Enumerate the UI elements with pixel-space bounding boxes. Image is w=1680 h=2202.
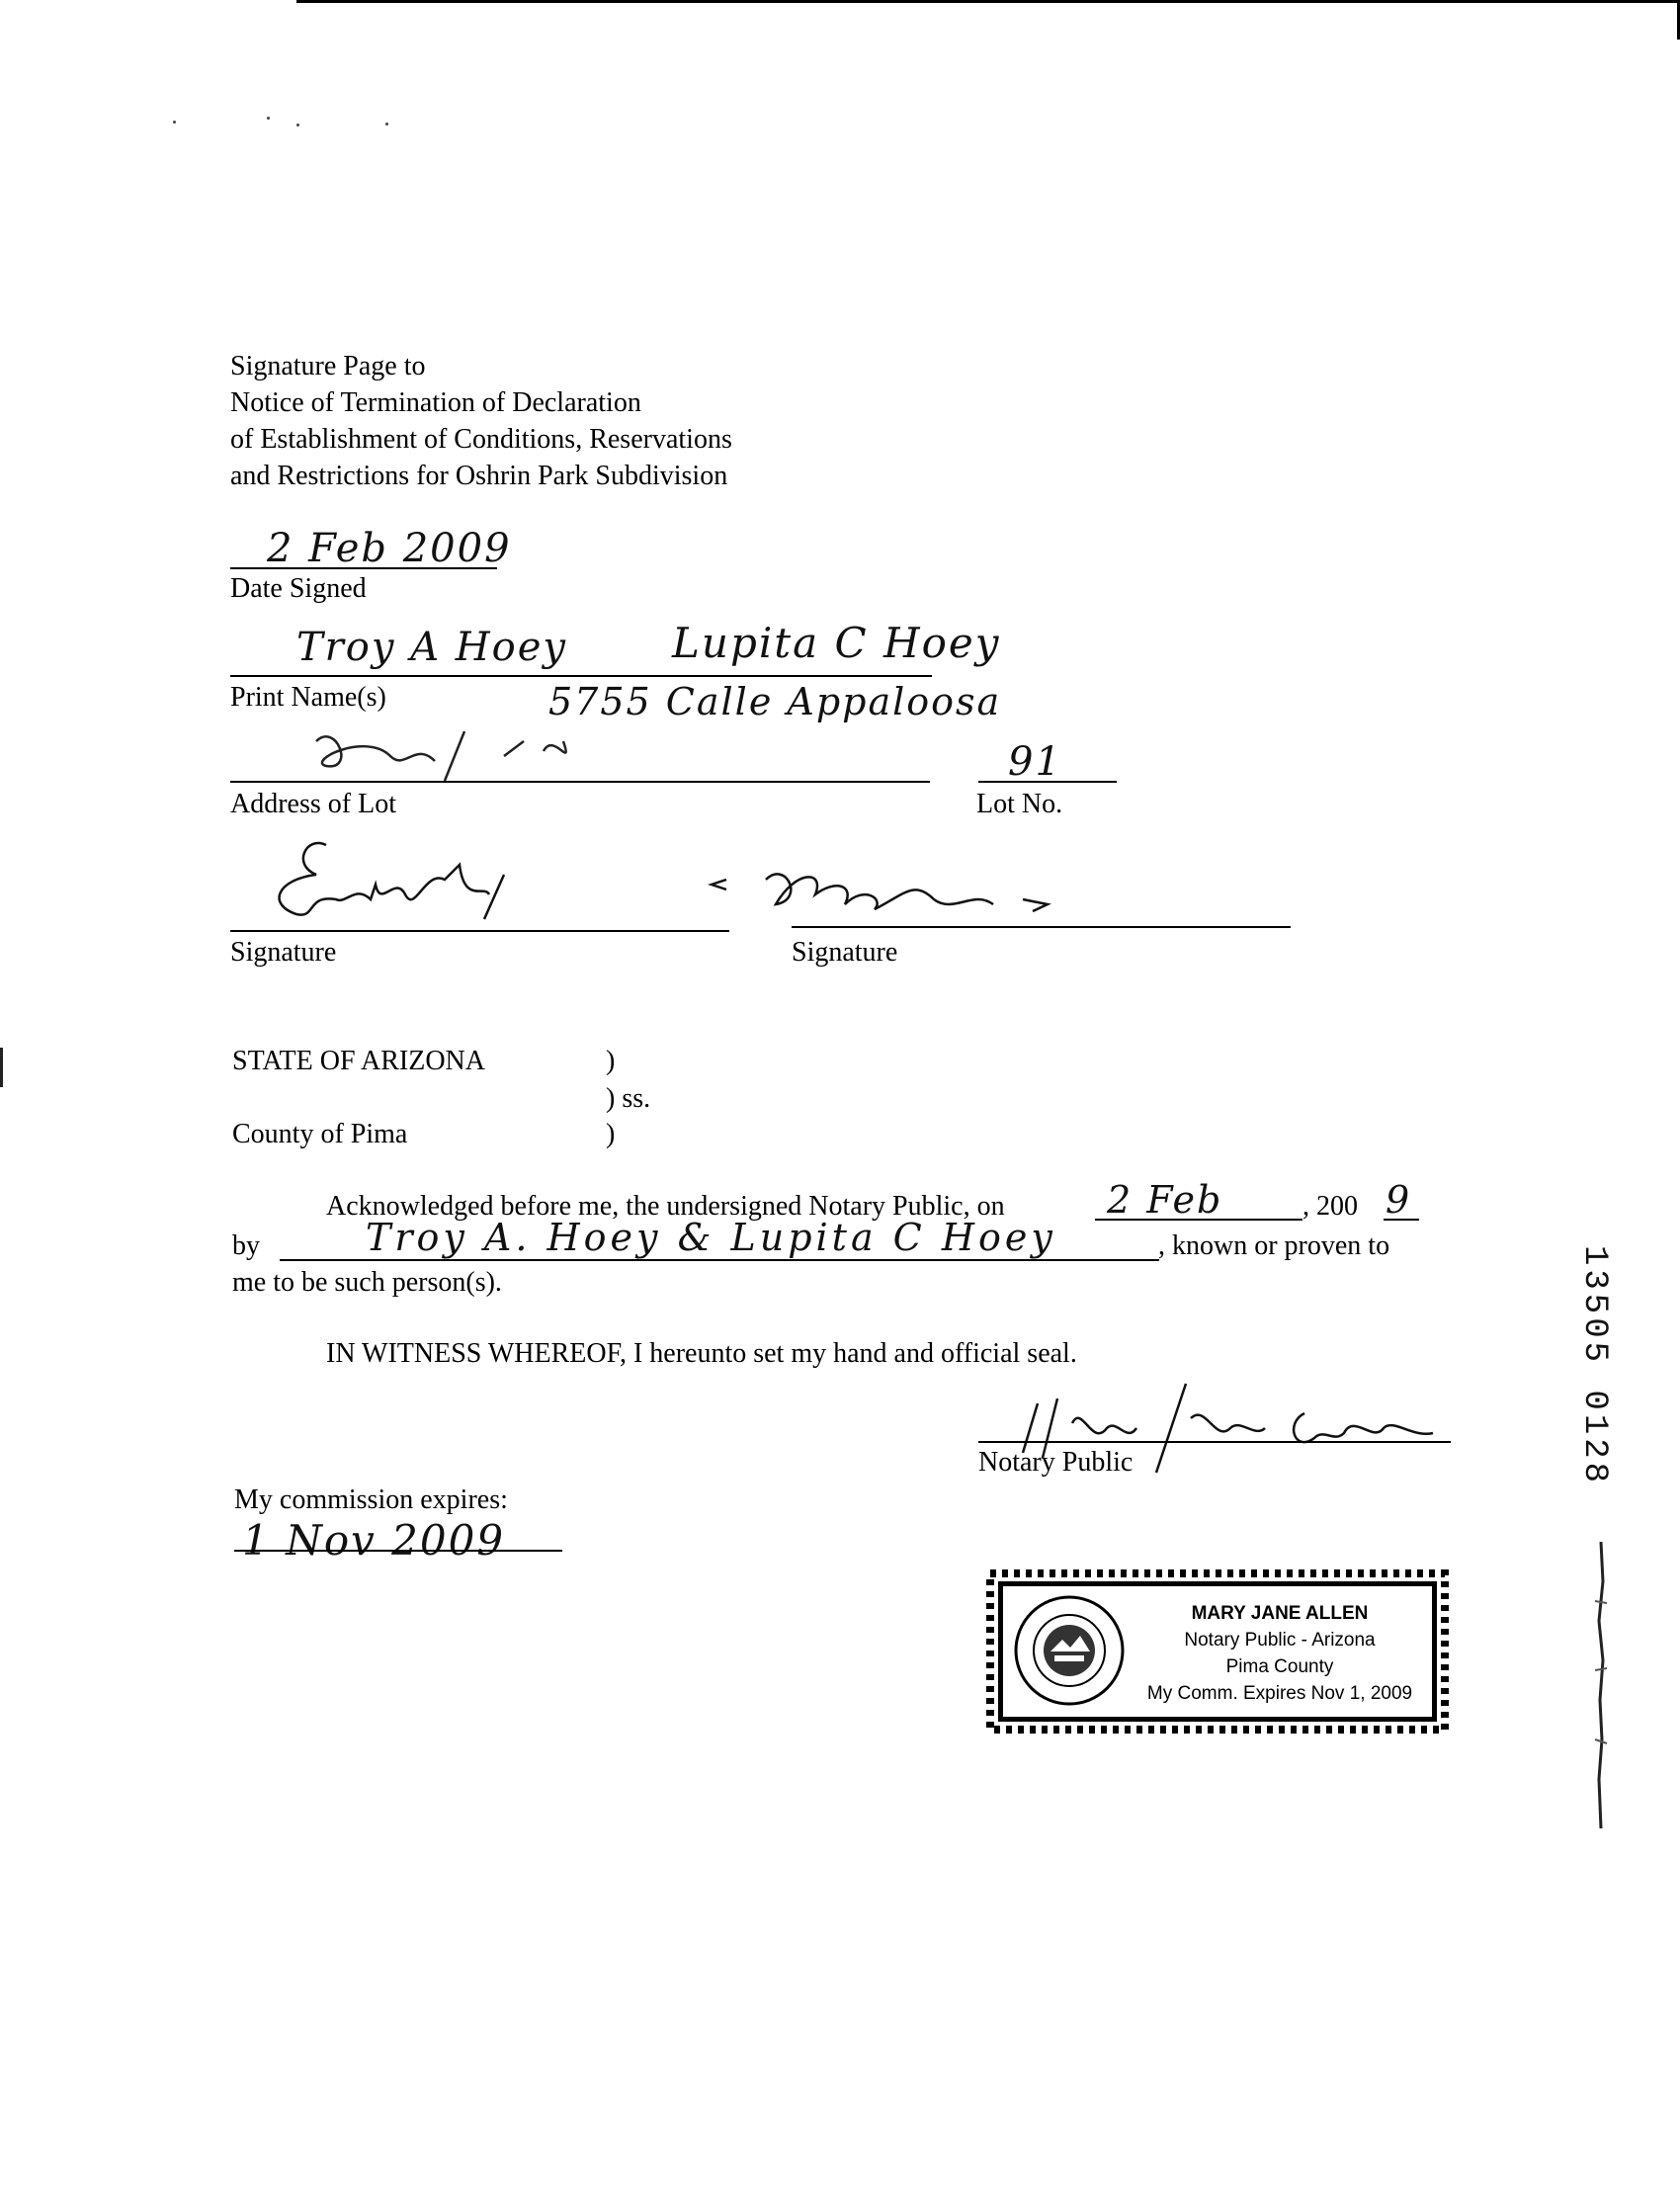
signature-2-graphic <box>707 840 1112 939</box>
lot-no-line <box>978 781 1117 783</box>
ack-persons-line <box>280 1259 1159 1261</box>
notary-stamp <box>986 1569 1449 1734</box>
print-name-value-1: Troy A Hoey <box>296 625 568 670</box>
scan-speck <box>385 123 388 126</box>
signature-1-label: Signature <box>230 937 337 968</box>
print-name-value-2: Lupita C Hoey <box>672 619 1001 667</box>
stamp-frame <box>998 1581 1437 1722</box>
signature-2-line <box>792 926 1291 928</box>
signature-1-line <box>230 930 729 932</box>
stamp-county: Pima County <box>1225 1656 1334 1677</box>
date-signed-line <box>230 567 497 569</box>
notary-label: Notary Public <box>978 1447 1134 1478</box>
scan-speck <box>173 121 176 124</box>
ack-year-line <box>1384 1219 1419 1221</box>
venue-county: County of Pima <box>232 1119 408 1149</box>
print-name-line <box>230 675 932 677</box>
heading-line-1: Signature Page to <box>230 351 426 381</box>
address-value: 5755 Calle Appaloosa <box>548 680 1002 723</box>
ack-by-label: by <box>232 1230 260 1261</box>
lot-no-value: 91 <box>1008 739 1062 785</box>
venue-state: STATE OF ARIZONA <box>232 1046 485 1076</box>
ack-text-1: Acknowledged before me, the undersigned Notary Public, on <box>326 1191 1005 1222</box>
ack-date-value: 2 Feb <box>1107 1178 1223 1222</box>
print-name-label: Print Name(s) <box>230 682 386 713</box>
notary-signature-line <box>978 1441 1451 1443</box>
commission-value: 1 Nov 2009 <box>242 1516 506 1565</box>
stamp-text-block <box>1122 1600 1438 1707</box>
stamp-notary-name: MARY JANE ALLEN <box>1191 1603 1369 1624</box>
venue-paren-1: ) <box>606 1046 616 1076</box>
scan-speck <box>267 117 270 120</box>
ack-year-value: 9 <box>1386 1178 1412 1222</box>
stamp-expires: My Comm. Expires Nov 1, 2009 <box>1146 1683 1413 1704</box>
ack-text-2: , known or proven to <box>1158 1230 1390 1261</box>
ack-text-3: me to be such person(s). <box>232 1267 502 1298</box>
venue-paren-ss: ) ss. <box>606 1083 651 1114</box>
initials-scribble-graphic <box>296 712 652 791</box>
scan-speck <box>296 124 299 127</box>
commission-line <box>234 1550 562 1552</box>
state-seal-graphic <box>1011 1592 1128 1709</box>
lot-no-label: Lot No. <box>976 789 1063 819</box>
ack-date-line <box>1095 1219 1302 1221</box>
witness-text: IN WITNESS WHEREOF, I hereunto set my hand and official seal. <box>326 1338 1077 1369</box>
date-signed-label: Date Signed <box>230 573 367 604</box>
scan-edge-top <box>296 0 1680 3</box>
commission-label: My commission expires: <box>234 1484 508 1515</box>
venue-paren-3: ) <box>606 1119 616 1149</box>
signature-2-label: Signature <box>792 937 898 968</box>
date-signed-value: 2 Feb 2009 <box>267 526 512 571</box>
heading-line-2: Notice of Termination of Declaration <box>230 387 641 418</box>
address-label: Address of Lot <box>230 789 396 819</box>
scan-margin-mark <box>0 1048 3 1087</box>
recording-number: 13505 0128 <box>1575 1245 1613 1487</box>
stamp-notary-title: Notary Public - Arizona <box>1184 1630 1376 1651</box>
ack-year-prefix: , 200 <box>1302 1191 1358 1222</box>
heading-line-4: and Restrictions for Oshrin Park Subdivision <box>230 461 728 491</box>
margin-scribble-graphic <box>1581 1542 1621 1838</box>
ack-persons-value: Troy A. Hoey & Lupita C Hoey <box>366 1216 1056 1259</box>
address-line <box>230 781 930 783</box>
signature-1-graphic <box>247 825 544 939</box>
heading-line-3: of Establishment of Conditions, Reservations <box>230 424 732 455</box>
